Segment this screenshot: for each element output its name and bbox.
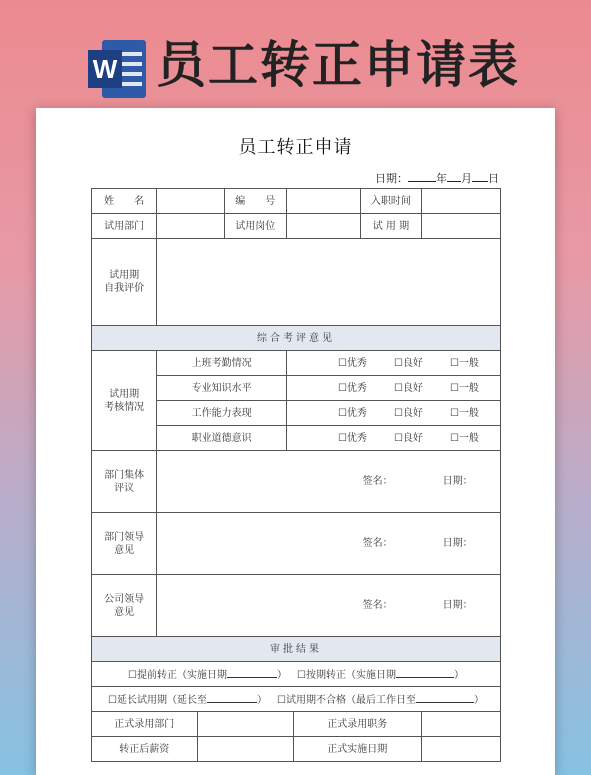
start-date-field[interactable] [421,737,500,762]
hire-dept-label: 正式录用部门 [92,712,198,737]
hire-dept-field[interactable] [197,712,293,737]
review-field[interactable]: 签名： 日期： [157,575,501,637]
rating-options[interactable]: ☐优秀 ☐良好 ☐一般 [286,426,500,451]
overall-header: 综合考评意见 [92,326,501,351]
name-label: 姓 名 [92,189,157,214]
rating-options[interactable]: ☐优秀 ☐良好 ☐一般 [286,401,500,426]
dept-label: 试用部门 [92,214,157,239]
period-label: 试 用 期 [361,214,421,239]
review-label: 部门集体 评议 [92,451,157,513]
assessment-label: 试用期 考核情况 [92,351,157,451]
review-field[interactable]: 签名： 日期： [157,451,501,513]
salary-field[interactable] [197,737,293,762]
document-page [36,108,555,775]
number-label: 编 号 [224,189,286,214]
word-document-icon: W [88,40,148,98]
review-label: 公司领导 意见 [92,575,157,637]
date-line: 日期： 年 月 日 [375,172,499,185]
review-label: 部门领导 意见 [92,513,157,575]
position-field[interactable] [286,214,360,239]
rating-options[interactable]: ☐优秀 ☐良好 ☐一般 [286,376,500,401]
position-label: 试用岗位 [224,214,286,239]
criterion: 专业知识水平 [157,376,287,401]
approval-header: 审批结果 [92,637,501,662]
period-field[interactable] [421,214,500,239]
criterion: 工作能力表现 [157,401,287,426]
hire-date-label: 入职时间 [361,189,421,214]
start-date-label: 正式实施日期 [293,737,421,762]
document-title: 员工转正申请 [238,137,353,158]
hire-position-label: 正式录用职务 [293,712,421,737]
number-field[interactable] [286,189,360,214]
application-form [91,188,501,762]
review-field[interactable]: 签名： 日期： [157,513,501,575]
rating-options[interactable]: ☐优秀 ☐良好 ☐一般 [286,351,500,376]
banner-title: 员工转正申请表 [156,36,520,94]
hire-position-field[interactable] [421,712,500,737]
self-eval-label: 试用期 自我评价 [92,239,157,326]
salary-label: 转正后薪资 [92,737,198,762]
name-field[interactable] [157,189,224,214]
criterion: 上班考勤情况 [157,351,287,376]
banner [0,28,591,108]
approval-options-row[interactable]: ☐提前转正（实施日期 ） ☐按期转正（实施日期 ） [92,662,501,687]
approval-options-row[interactable]: ☐延长试用期（延长至 ） ☐试用期不合格（最后工作日至 ） [92,687,501,712]
criterion: 职业道德意识 [157,426,287,451]
dept-field[interactable] [157,214,224,239]
self-eval-field[interactable] [157,239,501,326]
hire-date-field[interactable] [421,189,500,214]
